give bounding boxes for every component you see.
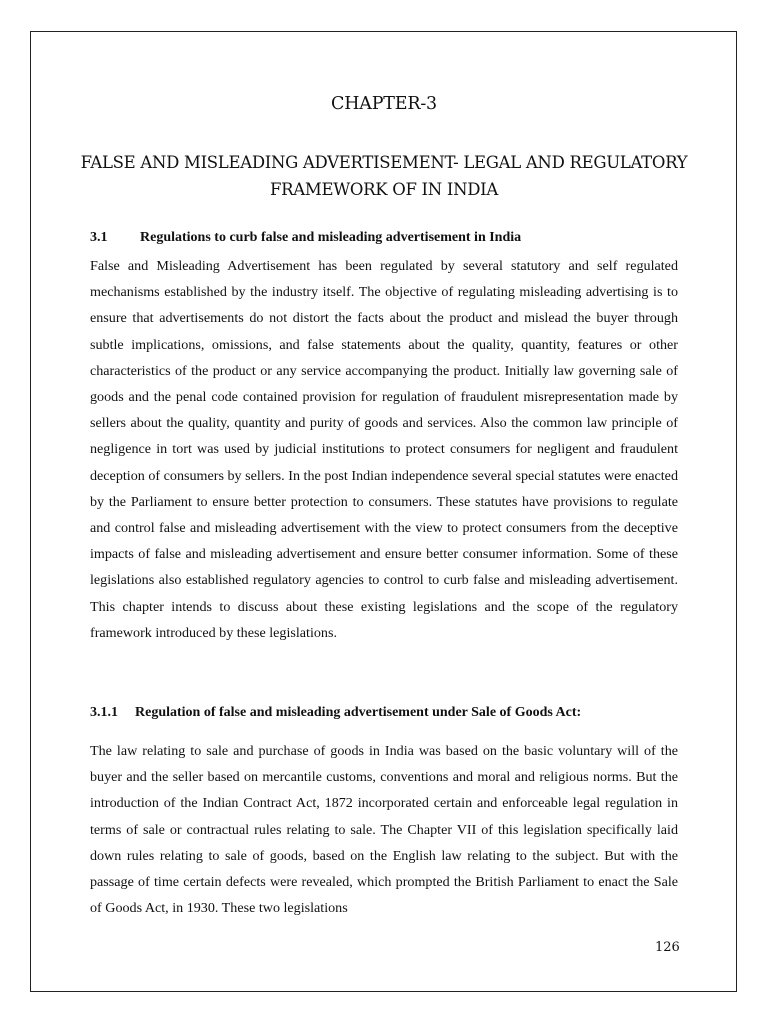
section-number: 3.1.1 [90,705,118,720]
section-number: 3.1 [90,230,108,245]
chapter-label: CHAPTER-3 [331,94,437,114]
section-heading-3-1-1 [90,705,581,721]
section-3-1-body: False and Misleading Advertisement has been regulated by several statutory and self regulated mechanisms established by the industry itself. The objective of regulating misleading advertising is to ensure that advertisements do not distort the facts about the product and mislead the buyer through subtle implications, omissions, and false statements about the quality, quantity, features or other characteristics of the product or any service accompanying the product. Initially law governing sale of goods and the penal code contained provision for regulation of fraudulent misrepresentation made by sellers about the quality, quantity and purity of goods and services. Also the common law principle of negligence in tort was used by judicial institutions to protect consumers for negligent and fraudulent deception of consumers by sellers. In the post Indian independence several special statutes were enacted by the Parliament to ensure better protection to consumers. These statutes have provisions to regulate and control false and misleading advertisement with the view to protect consumers from the deceptive impacts of false and misleading advertisement and ensure better consumer information. Some of these legislations also established regulatory agencies to control to curb false and misleading advertisement. This chapter intends to discuss about these existing legislations and the scope of the regulatory framework introduced by these legislations. [90,258,678,641]
page-number: 126 [655,940,680,955]
section-3-1-1-body: The law relating to sale and purchase of goods in India was based on the basic voluntary will of the buyer and the seller based on mercantile customs, conventions and moral and religious norms. But the introduction of the Indian Contract Act, 1872 incorporated certain and enforceable legal regulation in terms of sale or contractual rules relating to sale. The Chapter VII of this legislation specifically laid down rules relating to sale of goods, based on the English law relating to the subject. But with the passage of time certain defects were revealed, which prompted the British Parliament to enact the Sale of Goods Act, in 1930. These two legislations [90,743,678,917]
chapter-title: FALSE AND MISLEADING ADVERTISEMENT- LEGAL AND REGULATORY FRAMEWORK OF IN INDIA [80,153,688,199]
section-title: Regulations to curb false and misleading advertisement in India [140,230,522,245]
section-title: Regulation of false and misleading advertisement under Sale of Goods Act: [135,705,582,720]
section-heading-3-1 [90,230,521,246]
